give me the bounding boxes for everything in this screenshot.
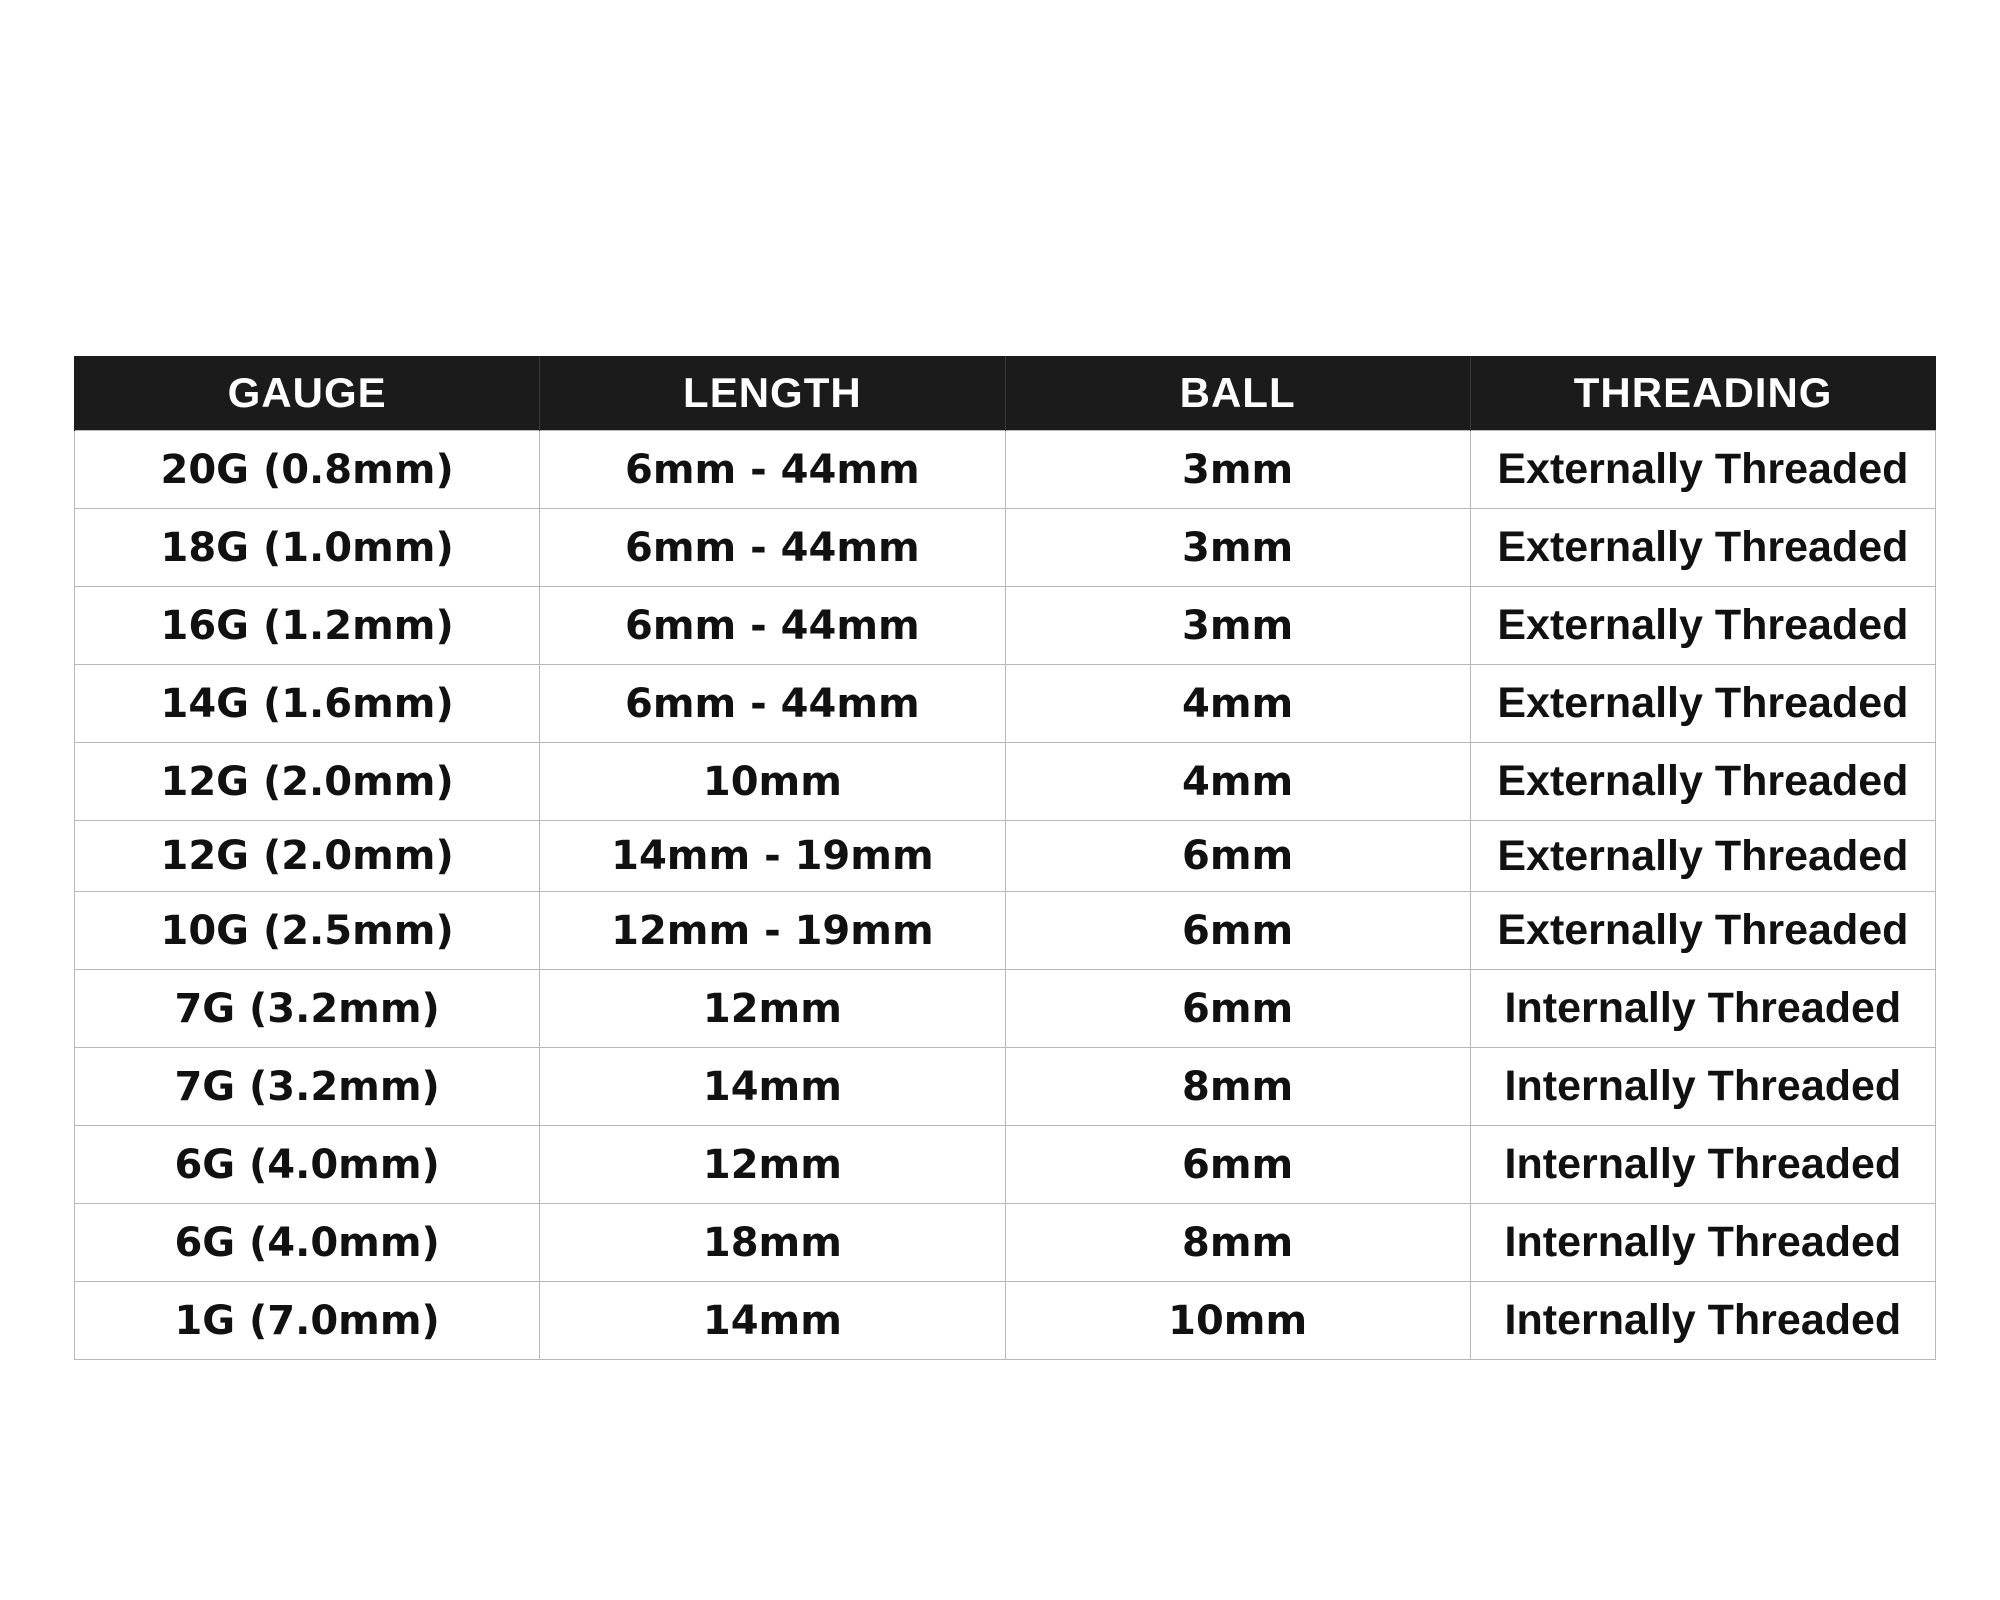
- table-header: [75, 356, 1936, 431]
- cell-ball: 6mm: [1005, 892, 1470, 970]
- table-row: [75, 509, 1936, 587]
- cell-length: 10mm: [540, 743, 1005, 821]
- cell-ball: 6mm: [1005, 970, 1470, 1048]
- table-row: [75, 665, 1936, 743]
- cell-ball: 8mm: [1005, 1048, 1470, 1126]
- table-row: [75, 587, 1936, 665]
- cell-ball: 3mm: [1005, 587, 1470, 665]
- table-row: [75, 431, 1936, 509]
- cell-length: 6mm - 44mm: [540, 665, 1005, 743]
- cell-threading: Internally Threaded: [1470, 1282, 1935, 1360]
- header-gauge: GAUGE: [75, 356, 540, 431]
- cell-ball: 6mm: [1005, 1126, 1470, 1204]
- cell-gauge: 12G (2.0mm): [75, 743, 540, 821]
- cell-length: 12mm: [540, 970, 1005, 1048]
- cell-gauge: 10G (2.5mm): [75, 892, 540, 970]
- cell-length: 18mm: [540, 1204, 1005, 1282]
- table-row: [75, 821, 1936, 892]
- cell-threading: Externally Threaded: [1470, 509, 1935, 587]
- cell-gauge: 7G (3.2mm): [75, 970, 540, 1048]
- cell-length: 6mm - 44mm: [540, 431, 1005, 509]
- cell-gauge: 6G (4.0mm): [75, 1204, 540, 1282]
- cell-gauge: 6G (4.0mm): [75, 1126, 540, 1204]
- table-row: [75, 1048, 1936, 1126]
- cell-threading: Internally Threaded: [1470, 1126, 1935, 1204]
- table-row: [75, 970, 1936, 1048]
- header-threading: THREADING: [1470, 356, 1935, 431]
- table-row: [75, 892, 1936, 970]
- cell-length: 14mm - 19mm: [540, 821, 1005, 892]
- cell-ball: 8mm: [1005, 1204, 1470, 1282]
- cell-ball: 3mm: [1005, 431, 1470, 509]
- cell-threading: Internally Threaded: [1470, 970, 1935, 1048]
- cell-threading: Externally Threaded: [1470, 587, 1935, 665]
- cell-threading: Internally Threaded: [1470, 1204, 1935, 1282]
- cell-threading: Externally Threaded: [1470, 892, 1935, 970]
- cell-length: 6mm - 44mm: [540, 587, 1005, 665]
- cell-threading: Internally Threaded: [1470, 1048, 1935, 1126]
- cell-threading: Externally Threaded: [1470, 665, 1935, 743]
- cell-ball: 4mm: [1005, 743, 1470, 821]
- cell-gauge: 20G (0.8mm): [75, 431, 540, 509]
- cell-gauge: 16G (1.2mm): [75, 587, 540, 665]
- table-row: [75, 1126, 1936, 1204]
- table-body: [75, 431, 1936, 1360]
- cell-ball: 4mm: [1005, 665, 1470, 743]
- cell-ball: 3mm: [1005, 509, 1470, 587]
- cell-gauge: 1G (7.0mm): [75, 1282, 540, 1360]
- header-ball: BALL: [1005, 356, 1470, 431]
- cell-length: 14mm: [540, 1048, 1005, 1126]
- cell-threading: Externally Threaded: [1470, 431, 1935, 509]
- cell-length: 6mm - 44mm: [540, 509, 1005, 587]
- table-row: [75, 1204, 1936, 1282]
- cell-gauge: 12G (2.0mm): [75, 821, 540, 892]
- cell-length: 12mm: [540, 1126, 1005, 1204]
- table-row: [75, 1282, 1936, 1360]
- cell-threading: Externally Threaded: [1470, 743, 1935, 821]
- size-chart-table: [74, 356, 1936, 1360]
- header-length: LENGTH: [540, 356, 1005, 431]
- cell-threading: Externally Threaded: [1470, 821, 1935, 892]
- cell-length: 14mm: [540, 1282, 1005, 1360]
- cell-ball: 6mm: [1005, 821, 1470, 892]
- cell-gauge: 7G (3.2mm): [75, 1048, 540, 1126]
- header-row: [75, 356, 1936, 431]
- cell-gauge: 14G (1.6mm): [75, 665, 540, 743]
- cell-gauge: 18G (1.0mm): [75, 509, 540, 587]
- cell-ball: 10mm: [1005, 1282, 1470, 1360]
- cell-length: 12mm - 19mm: [540, 892, 1005, 970]
- table-row: [75, 743, 1936, 821]
